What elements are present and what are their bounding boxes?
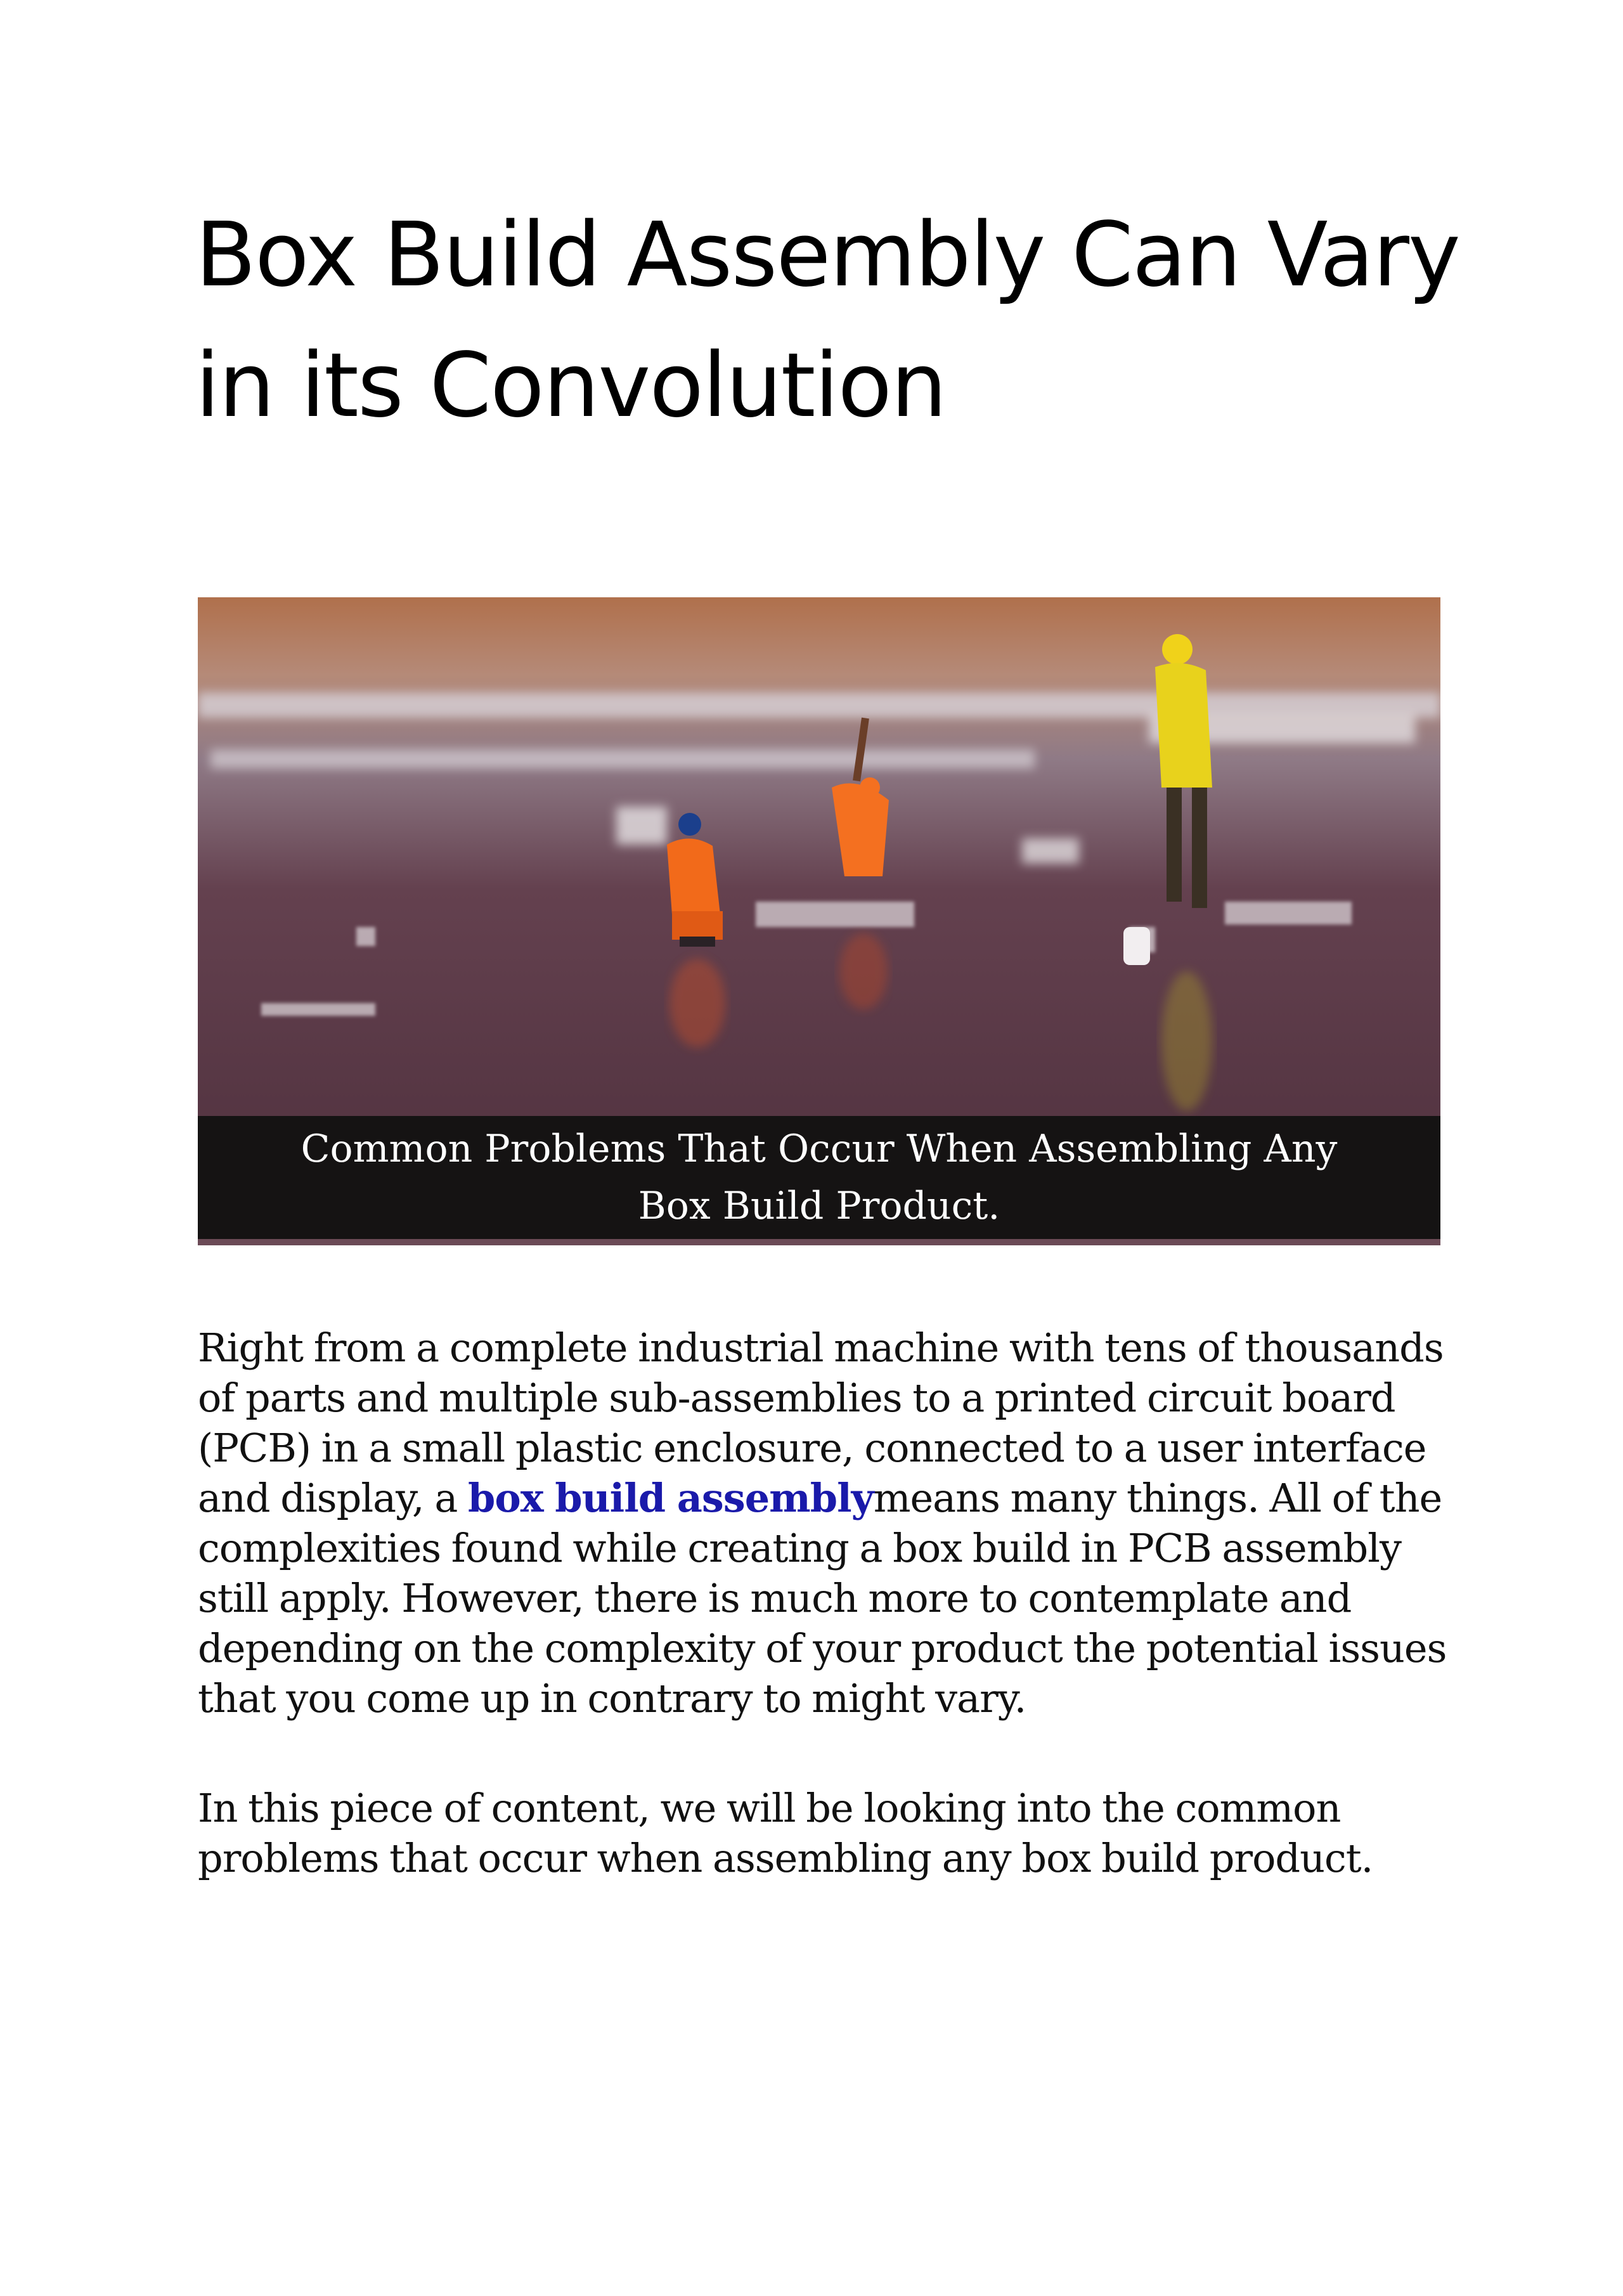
- page-title: [195, 190, 1463, 451]
- paragraph-intro: [198, 1323, 1466, 1723]
- hero-image: [198, 597, 1440, 1245]
- paragraph-intro-text-start: Right from a complete industrial machine with tens of thousands of parts and multiple sub-assemblies to a printed circuit board (PCB) in a small plastic enclosure, connected to a user interface and display, a: [198, 1325, 1444, 1521]
- caption-line-1: Common Problems That Occur When Assembling Any: [301, 1127, 1338, 1171]
- image-bottom-edge: [198, 1239, 1440, 1245]
- image-caption: [301, 1120, 1338, 1235]
- paragraph-summary: In this piece of content, we will be looking into the common problems that occur when assembling any box build product.: [198, 1785, 1373, 1881]
- image-caption-band: [198, 1116, 1440, 1239]
- box-build-assembly-link[interactable]: box build assembly: [468, 1475, 874, 1521]
- caption-line-2: Box Build Product.: [638, 1184, 1000, 1228]
- paragraph-intro-text-end: means many things. All of the complexities found while creating a box build in PCB assembly still apply. However, there is much more to contemplate and depending on the complexity of your product the potential issues that you come up in contrary to might vary.: [198, 1475, 1447, 1722]
- title-line-1: Box Build Assembly Can Vary: [195, 204, 1459, 307]
- title-line-2: in its Convolution: [195, 334, 946, 438]
